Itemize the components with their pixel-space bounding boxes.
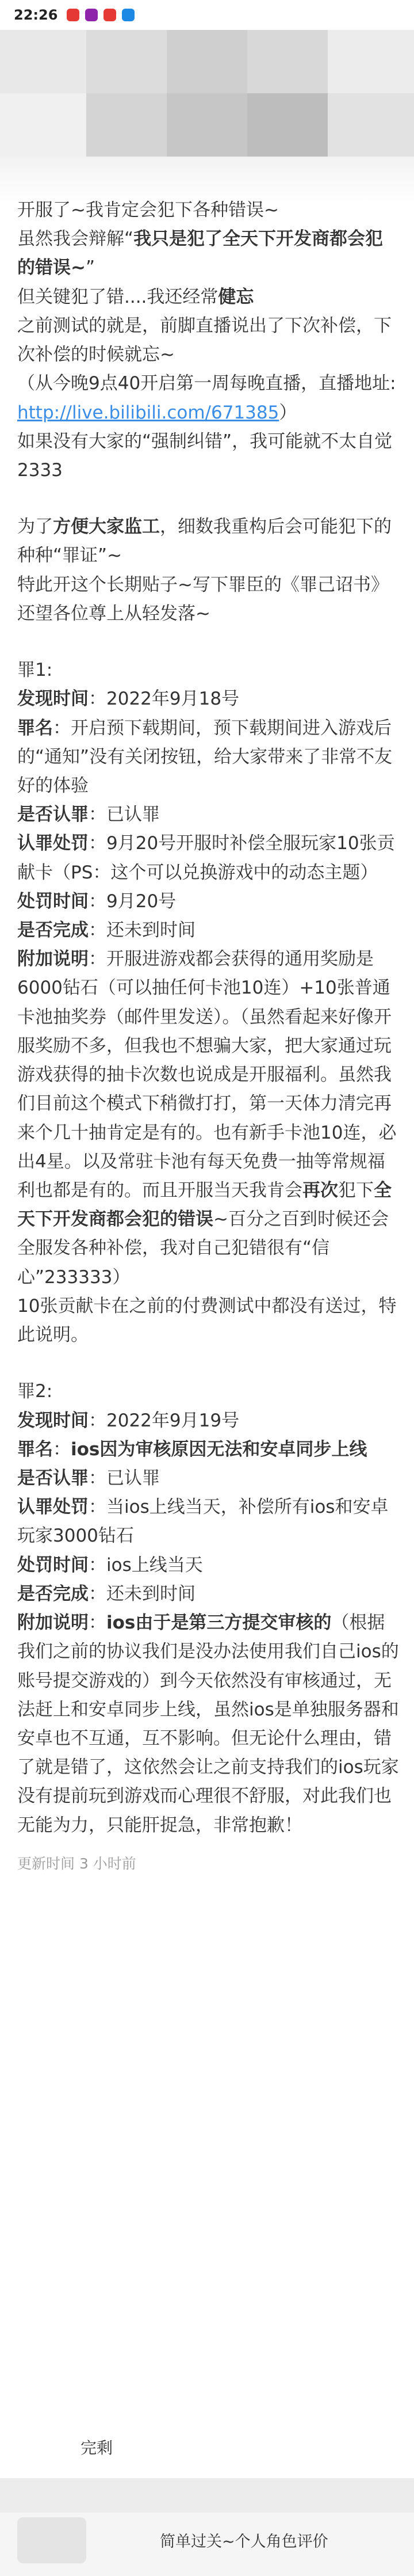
bold-text: 健忘 [218,286,254,307]
text: 罪1: [17,660,53,681]
app-notification-icon [67,9,79,21]
text: ：当ios上线当天，补偿所有ios和安卓玩家3000钻石 [17,1497,389,1547]
text: 罪2: [17,1381,53,1402]
post-line [17,916,400,945]
text: ：9月20号 [89,891,177,912]
bold-text: 处罚时间 [17,891,89,912]
bold-text: ios因为审核原因无法和安卓同步上线 [71,1439,367,1460]
post-line [17,369,400,398]
app-notification-icon [122,9,135,21]
bold-text: 认罪处罚 [17,833,89,854]
post-line [17,1464,400,1493]
text: 开服了~我肯定会犯下各种错误~ [17,200,279,220]
post-line [17,1608,400,1840]
bold-text: 罪名 [17,717,53,739]
text: ：已认罪 [89,804,160,825]
post-line [17,427,400,485]
post-line [17,1292,400,1349]
post-line [17,656,400,684]
text: 为了 [17,516,53,538]
text: ： [53,1439,71,1460]
bottom-panel [0,2398,414,2576]
text: ，细数我重构后会可能犯下的种种“罪证”~ [17,516,392,566]
bold-text: 发现时间 [17,1410,89,1431]
post-line [17,283,400,311]
text: ：还未到时间 [89,920,195,941]
bold-text: 附加说明 [17,949,89,970]
text: ~百分之百到时候还会全服发各种补偿，我对自己犯错很有“信心”233333） [17,1209,389,1288]
post-line [17,800,400,829]
post-line [17,1551,400,1580]
bold-text: 认罪处罚 [17,1497,89,1518]
text: 还望各位尊上从轻发落~ [17,603,210,624]
post-line [17,829,400,886]
text: （根据我们之前的协议我们是没办法使用我们自己ios的账号提交游戏的）到今天依然没有审核通过，无法赶上和安卓同步上线，虽然ios是单独服务器和安卓也不互通，互不影响。但无论什么理由，错了就是错了，这依然会让之前支持我们的ios玩家没有提前玩到游戏而心理很不舒服，对此我们也无能为力，只能肝捉急，非常抱歉！ [17,1612,399,1836]
blurred-header-image [0,30,414,203]
bold-text: 附加说明 [17,1612,89,1634]
text: 虽然我会辩解“ [17,229,134,250]
status-bar [0,0,414,30]
bold-text: 是否完成 [17,1583,89,1604]
text: 但关键犯了错....我还经常 [17,286,218,307]
update-time: 更新时间 3 小时前 [17,1855,136,1872]
text: 特此开这个长期贴子~写下罪臣的《罪己诏书》 [17,574,389,595]
post-line [17,311,400,369]
bold-text: 罪名 [17,1439,53,1460]
bold-text: 是否完成 [17,920,89,941]
bold-text: 再次 [302,1180,338,1201]
text: ：还未到时间 [89,1583,195,1604]
post-line [17,684,400,713]
paragraph-gap [17,485,400,512]
text: ：开启预下载期间，预下载期间进入游戏后的“通知”没有关闭按钮，给大家带来了非常不友好的体验 [17,717,393,796]
text: ：已认罪 [89,1467,160,1489]
bold-text: 是否认罪 [17,804,89,825]
text: ：2022年9月19号 [89,1410,240,1431]
post-line [17,599,400,628]
post-line [17,1406,400,1435]
reply-thumbnail[interactable] [17,2517,86,2563]
post-line [17,1580,400,1608]
tab-row [0,2398,414,2478]
post-line [17,1377,400,1406]
post-line [17,570,400,599]
post-line [17,512,400,570]
post-body [17,196,400,1875]
live-stream-link[interactable]: http://live.bilibili.com/671385 [17,402,279,423]
bold-text: 是否认罪 [17,1467,89,1489]
text: ： [89,1612,106,1634]
bold-text: 方便大家监工 [53,516,160,538]
blurred-strip [0,2478,414,2513]
text: ：2022年9月18号 [89,688,240,710]
post-line [17,714,400,801]
post-line [17,1435,400,1464]
paragraph-gap [17,628,400,656]
text: ：9月20号开服时补偿全服玩家10张贡献卡（PS：这个可以兑换游戏中的动态主题） [17,833,395,883]
post-line [17,225,400,282]
text: ” [85,257,95,279]
post-line [17,398,400,427]
text: （从今晚9点40开启第一周每晚直播，直播地址: [17,373,396,394]
text: 犯下 [338,1180,374,1201]
post-line [17,887,400,916]
post-line [17,945,400,1292]
bold-text: 发现时间 [17,688,89,710]
bold-text: 处罚时间 [17,1554,89,1576]
text: ：开服进游戏都会获得的通用奖励是6000钻石（可以抽任何卡池10连）+10张普通卡池抽奖券（邮件里发送）。（虽然看起来好像开服奖励不多，但我也不想骗大家，把大家通过玩游戏获得的抽卡次数也说成是开服福利。虽然我们目前这个模式下稍微打打，第一天体力清完再来个几十抽肯定是有的。也有新手卡池10连，必出4星。以及常驻卡池有每天免费一抽等常规福利也都是有的。而且开服当天我肯会 [17,949,397,1201]
app-notification-icon [85,9,98,21]
status-time: 22:26 [14,7,58,23]
text: 如果没有大家的“强制纠错”，我可能就不太自觉2333 [17,431,393,481]
post-line [17,196,400,225]
paragraph-gap [17,1349,400,1377]
text: 10张贡献卡在之前的付费测试中都没有送过，特此说明。 [17,1295,397,1346]
text: 之前测试的就是，前脚直播说出了下次补偿，下次补偿的时候就忘~ [17,315,392,366]
text: ：ios上线当天 [89,1554,203,1576]
bold-text: 我只是犯了全天下开发商都会犯的错误~ [17,229,384,279]
app-notification-icon [103,9,116,21]
text: ） [279,402,297,423]
post-line [17,1493,400,1550]
reply-snippet[interactable]: 简单过关~个人角色评价 [160,2533,328,2551]
bold-text: 全天下开发商都会犯的错误 [17,1180,392,1230]
tab-label[interactable]: 完剩 [80,2438,113,2457]
bold-text: ios由于是第三方提交审核的 [106,1612,332,1634]
